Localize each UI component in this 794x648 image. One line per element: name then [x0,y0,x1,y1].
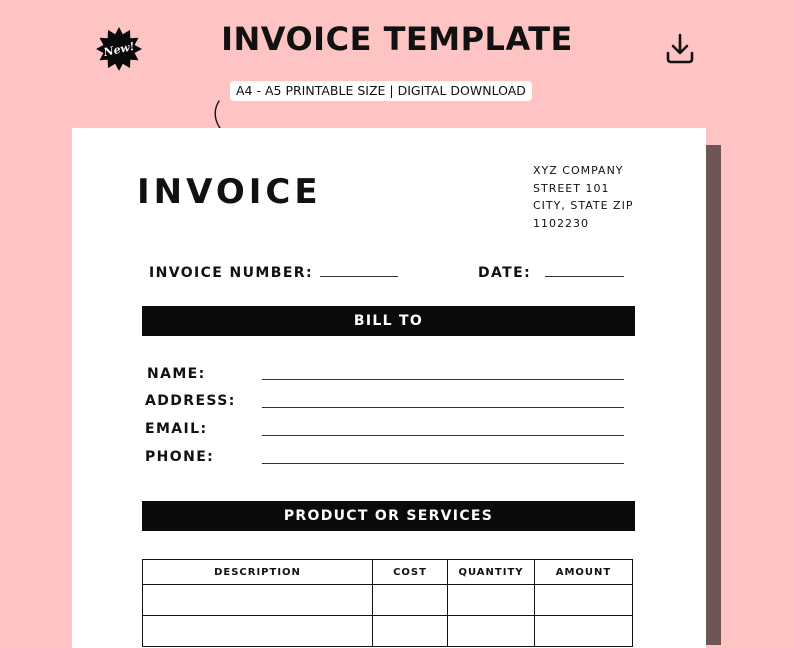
line-items-table [142,559,633,647]
table-cell[interactable] [373,585,448,616]
table-cell[interactable] [535,616,633,647]
column-header-cost: COST [373,560,448,585]
table-cell[interactable] [373,616,448,647]
table-cell[interactable] [448,585,535,616]
page-title: INVOICE TEMPLATE [221,20,573,58]
date-label: DATE: [478,265,532,281]
address-label: ADDRESS: [145,393,236,409]
company-address-block [533,162,633,232]
table-row [143,616,633,647]
email-line[interactable] [262,435,624,436]
bill-to-bar: BILL TO [142,306,635,336]
invoice-page [72,128,706,648]
name-line[interactable] [262,379,624,380]
date-line[interactable] [545,276,624,277]
phone-line[interactable] [262,463,624,464]
subtitle-pill: A4 - A5 PRINTABLE SIZE | DIGITAL DOWNLOAD [230,81,532,101]
email-label: EMAIL: [145,421,208,437]
invoice-number-line[interactable] [320,276,398,277]
table-header-row [143,560,633,585]
invoice-title: INVOICE [137,172,322,212]
column-header-amount: AMOUNT [535,560,633,585]
phone-label: PHONE: [145,449,215,465]
table-cell[interactable] [143,585,373,616]
download-icon[interactable] [664,32,696,66]
company-city: CITY, STATE ZIP [533,199,634,213]
address-line[interactable] [262,407,624,408]
column-header-quantity: QUANTITY [448,560,535,585]
name-label: NAME: [147,366,206,382]
company-street: STREET 101 [533,181,610,195]
invoice-number-label: INVOICE NUMBER: [149,265,313,281]
company-zip: 1102230 [533,216,589,230]
company-name: XYZ COMPANY [533,164,624,177]
table-cell[interactable] [143,616,373,647]
table-row [143,585,633,616]
table-cell[interactable] [535,585,633,616]
table-cell[interactable] [448,616,535,647]
products-bar: PRODUCT OR SERVICES [142,501,635,531]
badge-label: New! [102,39,136,59]
column-header-description: DESCRIPTION [143,560,373,585]
